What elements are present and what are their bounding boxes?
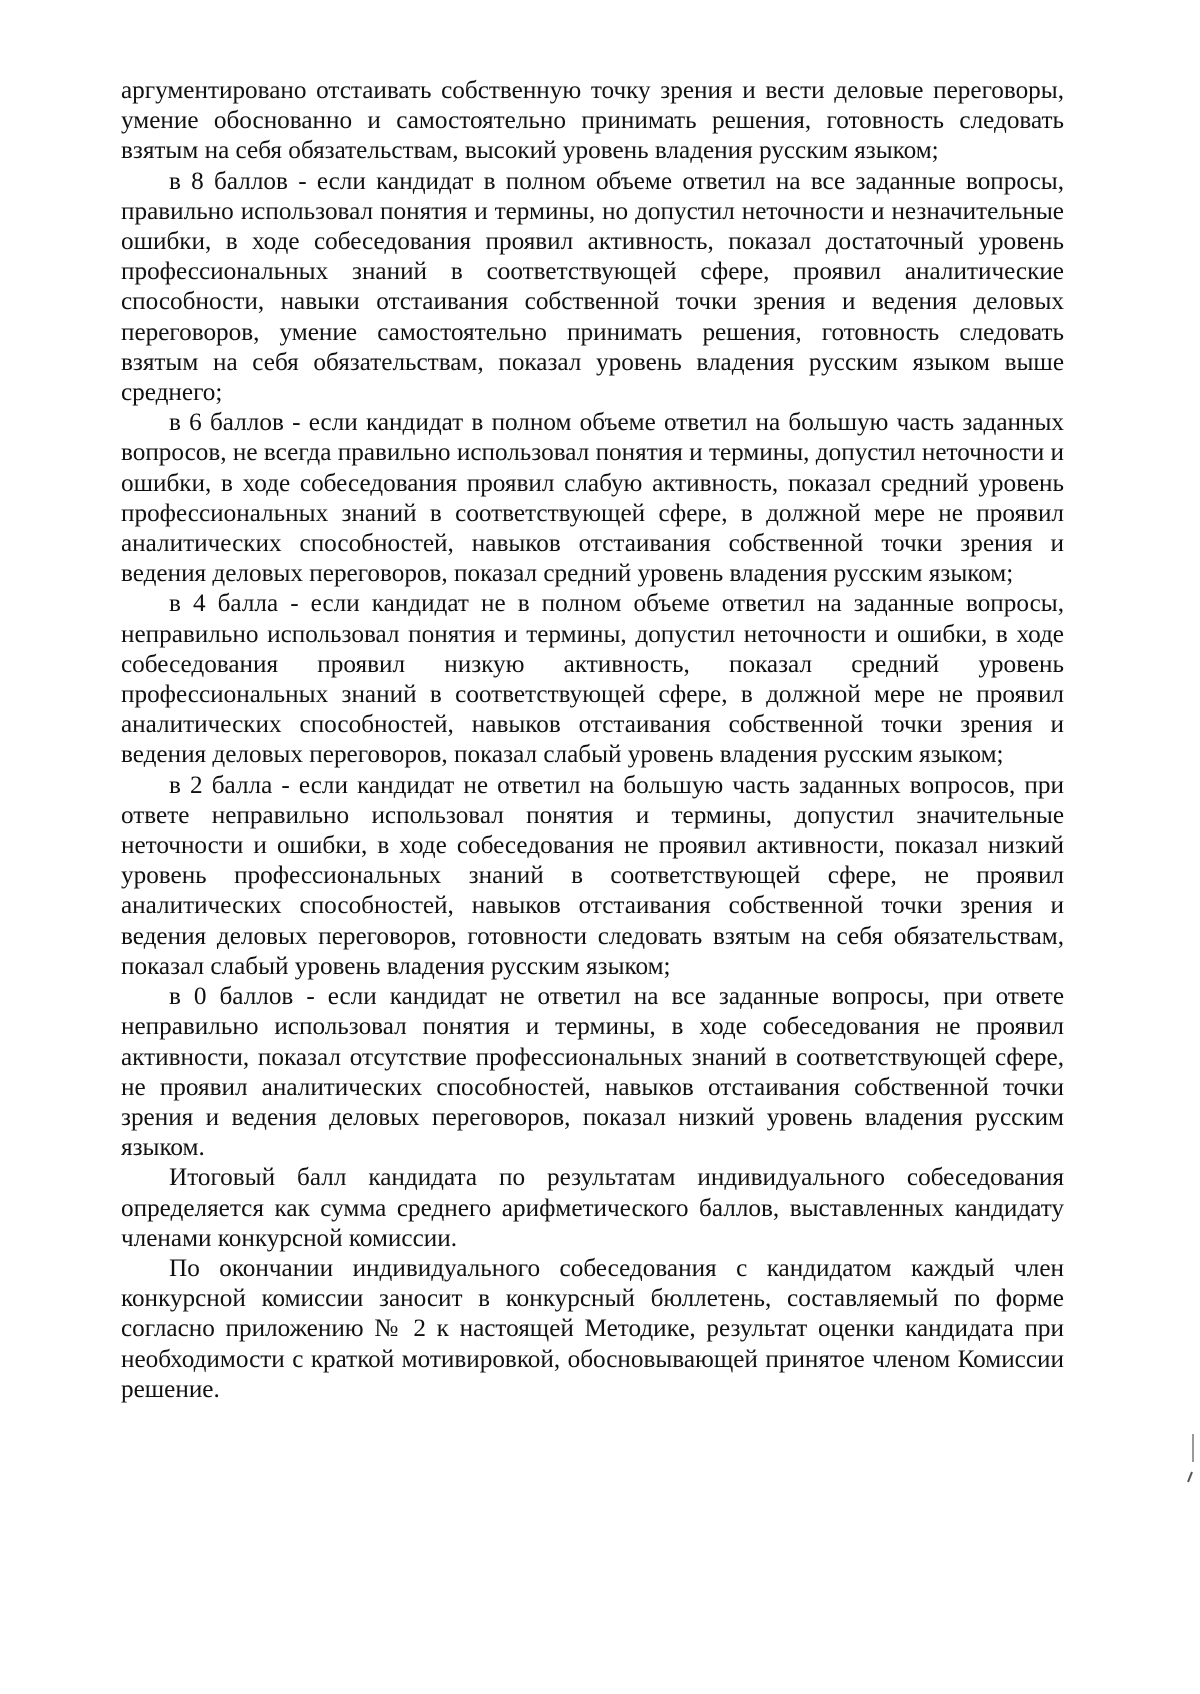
paragraph-score-2: в 2 балла - если кандидат не ответил на большую часть заданных вопросов, при ответе неправильно использовал понятия и термины, допустил значительные неточности и ошибки, в ходе собеседования не проявил активности, показал низкий уровень профессиональных знаний в соответствующей сфере, не проявил аналитических способностей, навыков отстаивания собственной точки зрения и ведения деловых переговоров, готовности следовать взятым на себя обязательствам, показал слабый уровень владения русским языком; — [121, 771, 1064, 980]
paragraph-continuation: аргументировано отстаивать собственную точку зрения и вести деловые переговоры, умение обоснованно и самостоятельно принимать решения, готовность следовать взятым на себя обязательствам, высокий уровень владения русским языком; — [121, 77, 1064, 165]
paragraph-score-0: в 0 баллов - если кандидат не ответил на все заданные вопросы, при ответе неправильно использовал понятия и термины, в ходе собеседования не проявил активности, показал отсутствие профессиональных знаний в соответствующей сфере, не проявил аналитических способностей, навыков отстаивания собственной точки зрения и ведения деловых переговоров, показал низкий уровень владения русским языком. — [121, 983, 1064, 1162]
paragraph-score-6: в 6 баллов - если кандидат в полном объеме ответил на большую часть заданных вопросов, не всегда правильно использовал понятия и термины, допустил неточности и ошибки, в ходе собеседования проявил слабую активность, показал средний уровень профессиональных знаний в соответствующей сфере, в должной мере не проявил аналитических способностей, навыков отстаивания собственной точки зрения и ведения деловых переговоров, показал средний уровень владения русским языком; — [121, 409, 1064, 588]
paragraph-final-score: Итоговый балл кандидата по результатам индивидуального собеседования определяется как сумма среднего арифметического баллов, выставленных кандидату членами конкурсной комиссии. — [121, 1164, 1064, 1252]
scan-artifact-mark — [1184, 1432, 1196, 1492]
paragraph-score-4: в 4 балла - если кандидат не в полном объеме ответил на заданные вопросы, неправильно использовал понятия и термины, допустил неточности и ошибки, в ходе собеседования проявил низкую активность, показал средний уровень профессиональных знаний в соответствующей сфере, в должной мере не проявил аналитических способностей, навыков отстаивания собственной точки зрения и ведения деловых переговоров, показал слабый уровень владения русским языком; — [121, 590, 1064, 769]
paragraph-score-8: в 8 баллов - если кандидат в полном объеме ответил на все заданные вопросы, правильно использовал понятия и термины, но допустил неточности и незначительные ошибки, в ходе собеседования проявил активность, показал достаточный уровень профессиональных знаний в соответствующей сфере, проявил аналитические способности, навыки отстаивания собственной точки зрения и ведения деловых переговоров, умение самостоятельно принимать решения, готовность следовать взятым на себя обязательствам, показал уровень владения русским языком выше среднего; — [121, 167, 1064, 407]
paragraph-ballot: По окончании индивидуального собеседования с кандидатом каждый член конкурсной комиссии заносит в конкурсный бюллетень, составляемый по форме согласно приложению № 2 к настоящей Методике, результат оценки кандидата при необходимости с краткой мотивировкой, обосновывающей принятое членом Комиссии решение. — [121, 1254, 1064, 1403]
document-page — [121, 76, 1064, 1405]
